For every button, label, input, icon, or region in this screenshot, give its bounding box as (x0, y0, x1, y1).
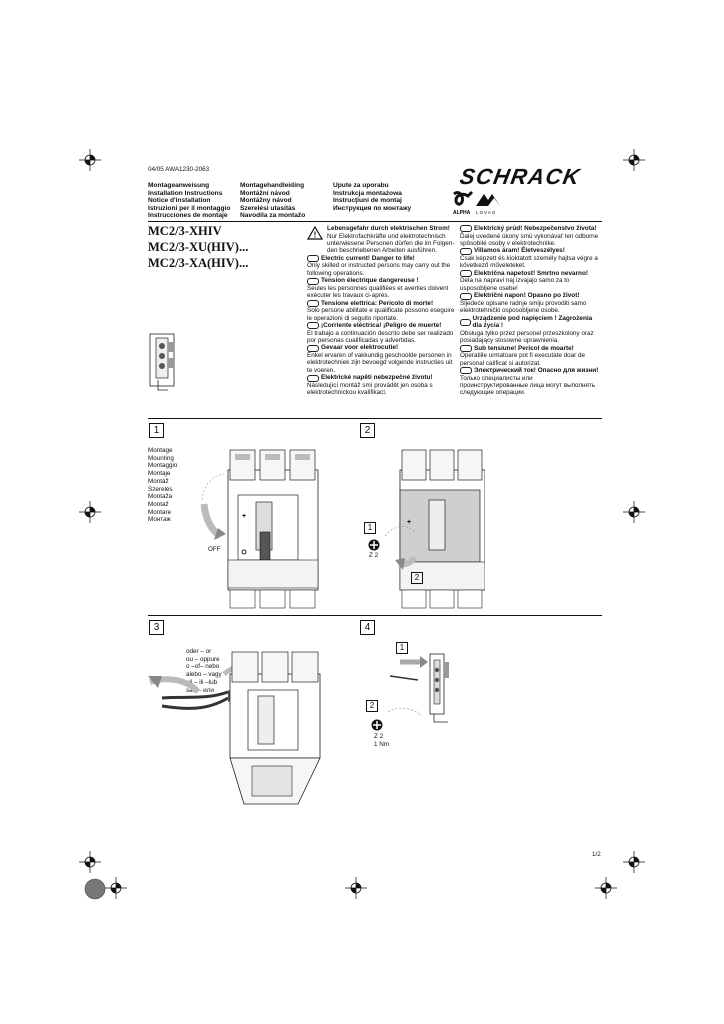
warnings-left (307, 225, 455, 397)
mounting-word: Montaža (148, 493, 173, 501)
mounting-word: Szerelés (148, 485, 173, 493)
step-4-tool-label: Z 2 (374, 733, 384, 740)
warnings-right (460, 225, 602, 397)
warning-text: Nur Elektrofachkräfte und elektrotechnisch unterwiesene Personen dürfen die im Folgen- den beschriebenen Arbeiten ausführen. (327, 232, 455, 255)
warning-heading: Electric current! Danger to life! (307, 255, 455, 263)
language-flag-icon (307, 375, 319, 382)
warning-text: Csak képzett és kioktatott személy hajtsa végre a következő műveleteket. (460, 255, 598, 270)
section-rule-top (148, 418, 602, 419)
step-4-torque-label: 1 Nm (374, 741, 390, 748)
registration-mark-icon (623, 149, 645, 176)
or-word: ali – ili –lub (186, 678, 218, 686)
step-2-callout-1: 1 (364, 522, 376, 534)
mounting-word: Montare (148, 508, 172, 516)
product-titles: MC2/3-XHIV MC2/3-XU(HIV)... MC2/3-XA(HIV)... (148, 224, 249, 270)
warning-heading: Sub tensiune! Pericol de moarte! (460, 345, 602, 353)
mounting-word: Mounting (148, 454, 174, 462)
step-4-illustration (370, 650, 470, 735)
svg-text:+: + (242, 513, 247, 520)
warning-text: El trabajo a continuación descrito debe ser realizado por personas cualificadas y advertidas. (307, 329, 454, 345)
off-label: OFF (208, 546, 221, 553)
language-flag-icon (460, 225, 472, 232)
warning-text: Только специалисты или проинструктированные лица могут выполнять следующие операции. (460, 374, 596, 397)
auxiliary-switch-thumbnail (148, 332, 178, 397)
language-flag-icon (460, 345, 472, 352)
warning-heading: Villamos áram! Életveszélyes! (460, 247, 602, 255)
warning-heading: Električni napon! Opasno po život! (460, 292, 602, 300)
language-flag-icon (460, 248, 472, 255)
warning-text: Operatiile urmatoare pot fi executate doar de personal calificat si autorizat. (460, 352, 585, 367)
warning-heading: Urządzenie pod napięciem ! Zagrożenia dla życia ! (460, 315, 602, 330)
registration-mark-icon (345, 877, 367, 904)
language-flag-icon (307, 278, 319, 285)
step-4-callout-2: 2 (366, 700, 378, 712)
svg-text:+: + (407, 519, 412, 526)
mounting-word: Montaggio (148, 462, 178, 470)
language-flag-icon (460, 293, 472, 300)
warning-heading: Tensione elettrica: Pericolo di morte! (307, 300, 455, 308)
svg-text:LOVAG: LOVAG (476, 210, 497, 215)
page-number: 1/2 (592, 851, 601, 858)
lovag-cert-logo (474, 190, 510, 221)
warning-heading: Электрический ток! Опасно для жизни! (460, 367, 602, 375)
step-4-number: 4 (360, 620, 375, 635)
svg-text:ALPHA: ALPHA (453, 210, 471, 216)
step-2-callout-2: 2 (411, 572, 423, 584)
warning-text: Seules les personnes qualifiées et averties doivent exécuter les travaux ci-après. (307, 284, 449, 300)
warning-heading: Elektrické napětí nebezpečné životu! (307, 374, 455, 382)
registration-mark-icon (79, 501, 101, 528)
step-3-illustration (148, 640, 328, 815)
warning-heading: Gevaar voor elektrocutie! (307, 344, 455, 352)
step-1-illustration (200, 440, 330, 617)
warning-heading: Električna napetost! Smrtno nevarno! (460, 270, 602, 278)
language-flag-icon (307, 255, 319, 262)
warning-text: Obsługa tylko przez personel przeszkolony oraz posiadający stosowne uprawnienia. (460, 329, 594, 345)
instruction-titles-col1: Montageanweisung Installation Instructions Notice d'installation Istruzioni per il montaggio Instrucciones de montaje (148, 182, 231, 220)
mounting-word-list (148, 447, 177, 524)
or-word: alebo – vagy (186, 671, 222, 679)
svg-text:SCHRACK: SCHRACK (458, 166, 583, 188)
warning-text: Dela na napravi naj izvajajo samo za to usposobljene osebe! (460, 277, 570, 292)
or-word: o –of– nebo (186, 663, 220, 671)
instruction-titles-col2: Montagehandleiding Montážní návod Montážny návod Szerelési utasítás Navodila za montažo (240, 182, 306, 220)
mounting-word: Montaž (148, 500, 169, 508)
mounting-word: Монтаж (148, 516, 171, 524)
language-flag-icon (460, 319, 471, 326)
warning-text: Enkel ervaren of vakkundig geschoolde personen in elektrotechniek zijn bevoegd volgende instructies uit te voeren. (307, 352, 453, 374)
step-3-number: 3 (149, 620, 164, 635)
registration-mark-icon (595, 877, 617, 904)
warning-text: Následující montáž smí provádět jen osoba s elektrotechnickou kvalifikací. (307, 381, 433, 397)
warning-text: Ďalej uvedené úkony smú vykonávať len odborne spôsobilé osoby v elektrotechnike. (460, 232, 599, 247)
language-flag-icon (460, 367, 472, 374)
document-reference: 04/05 AWA1230-2063 (148, 166, 210, 173)
step-4-callout-1: 1 (396, 642, 408, 654)
registration-mark-icon (79, 149, 101, 176)
warning-heading: Tension électrique dangereuse ! (307, 277, 455, 285)
language-flag-icon (307, 300, 319, 307)
language-flag-icon (460, 270, 472, 277)
warning-text: Solo persone abilitate e qualificate possono eseguire le operazioni di seguito riportate. (307, 307, 455, 322)
language-flag-icon (307, 322, 319, 329)
warning-heading: Elektrický prúd! Nebezpečenstvo života! (460, 225, 602, 233)
step-1-number: 1 (149, 423, 164, 438)
mounting-word: Montage (148, 447, 173, 454)
warning-heading: ¡Corriente eléctrica! ¡Peligro de muerte! (307, 322, 455, 330)
or-word: sau – или (186, 686, 214, 694)
registration-mark-icon (105, 877, 127, 904)
language-flag-icon (307, 345, 319, 352)
alpha-cert-logo (452, 190, 474, 221)
mounting-word: Montaje (148, 470, 171, 478)
mounting-word: Montáž (148, 477, 169, 485)
svg-text:!: ! (313, 230, 317, 240)
schrack-logo (458, 166, 602, 193)
or-word: ou – oppure (186, 655, 220, 663)
warning-heading: Lebensgefahr durch elektrischen Strom! (327, 225, 450, 232)
instruction-titles-col3: Upute za uporabu Instrukcja montażowa Instrucţiuni de montaj Инструкция по монтажу (333, 182, 412, 212)
registration-mark-icon (623, 501, 645, 528)
or-word: oder – or (186, 648, 212, 655)
warning-text: Sljedeće opisane radnje smiju provoditi samo elektrotehnički osposobljene osobe. (460, 299, 587, 315)
step-2-illustration (385, 440, 485, 617)
color-control-patch-icon (84, 878, 106, 905)
step-2-number: 2 (360, 423, 375, 438)
registration-mark-icon (79, 851, 101, 878)
warning-text: Only skilled or instructed persons may carry out the following operations. (307, 262, 451, 277)
registration-mark-icon (623, 851, 645, 878)
step-2-tool-label: Z 2 (369, 552, 379, 559)
